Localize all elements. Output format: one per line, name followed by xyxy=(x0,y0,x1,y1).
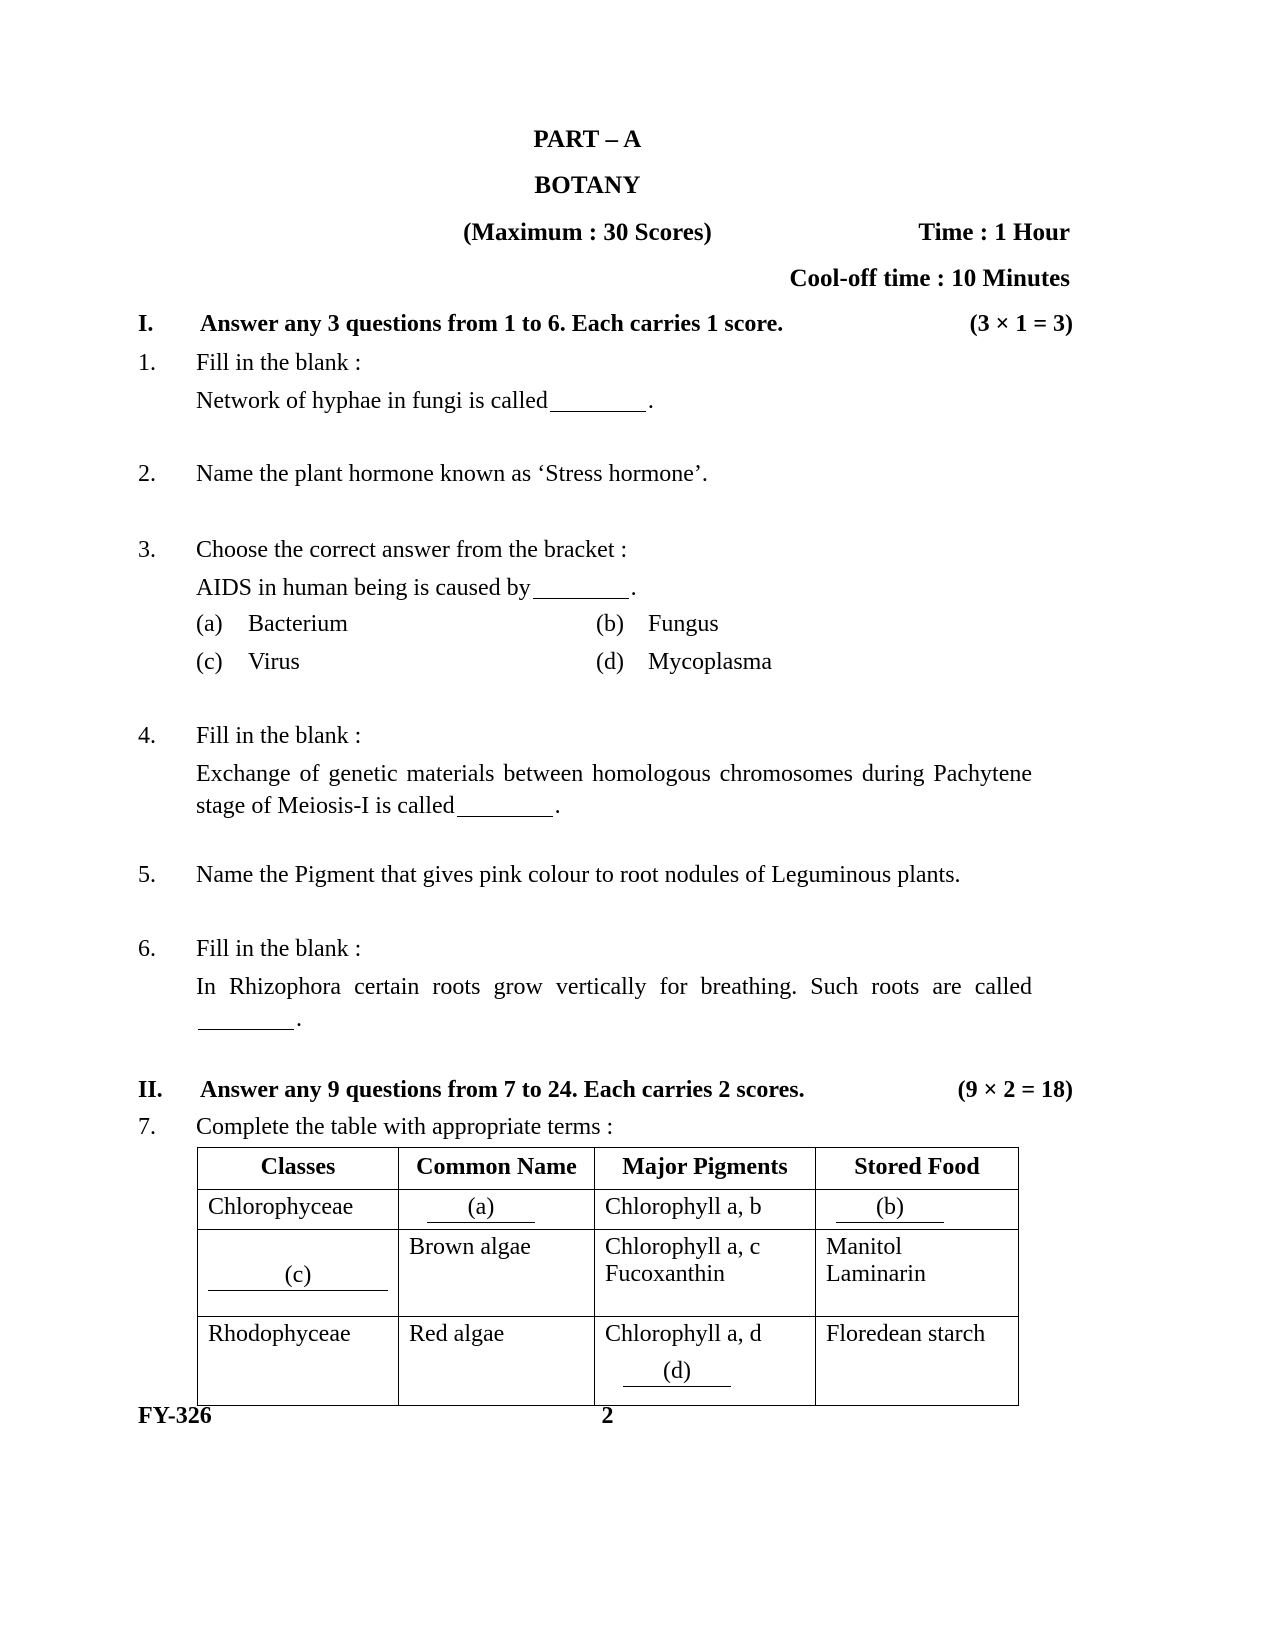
answer-blank[interactable]: (a) xyxy=(427,1194,535,1223)
question-3-statement xyxy=(196,576,1038,600)
cell-major-pigments: Chlorophyll a, b xyxy=(595,1190,816,1230)
cell-stored-food-line-2: Laminarin xyxy=(826,1261,926,1287)
question-2-text: Name the plant hormone known as ‘Stress hormone’. xyxy=(196,461,708,487)
question-4-line-2 xyxy=(196,794,1038,818)
question-3-text-before: AIDS in human being is caused by xyxy=(196,575,531,601)
answer-blank[interactable] xyxy=(457,816,553,817)
question-6-text-after: . xyxy=(296,1006,302,1032)
cell-classes: Rhodophyceae xyxy=(198,1317,399,1406)
table-header-row xyxy=(198,1148,1019,1190)
option-a-text: Bacterium xyxy=(248,611,348,637)
table-row xyxy=(198,1190,1019,1230)
question-1-text-before: Network of hyphae in fungi is called xyxy=(196,388,548,414)
cell-major-pigments-line-1: Chlorophyll a, d xyxy=(605,1321,762,1347)
answer-blank[interactable]: (b) xyxy=(836,1194,944,1223)
question-3-number: 3. xyxy=(138,537,156,563)
cell-major-pigments-line-2: Fucoxanthin xyxy=(605,1261,725,1287)
question-4-prompt: Fill in the blank : xyxy=(196,723,362,749)
option-b-text: Fungus xyxy=(648,611,719,637)
option-c-label: (c) xyxy=(196,649,223,675)
option-b-label: (b) xyxy=(596,611,624,637)
question-2 xyxy=(138,462,1038,486)
answer-blank[interactable] xyxy=(198,1029,294,1030)
cell-classes[interactable] xyxy=(198,1230,399,1317)
question-6-prompt: Fill in the blank : xyxy=(196,936,362,962)
option-b[interactable] xyxy=(596,612,719,636)
section-ii-roman: II. xyxy=(138,1077,163,1103)
time-allowed: Time : 1 Hour xyxy=(918,219,1070,246)
question-7-number: 7. xyxy=(138,1114,156,1140)
maximum-scores: (Maximum : 30 Scores) xyxy=(463,219,712,246)
paper-code: FY-326 xyxy=(138,1403,212,1429)
question-1-number: 1. xyxy=(138,350,156,376)
section-i-roman: I. xyxy=(138,311,154,337)
question-1 xyxy=(138,351,1038,413)
table-row xyxy=(198,1317,1019,1406)
cell-major-pigments xyxy=(595,1230,816,1317)
cell-stored-food-line-1: Manitol xyxy=(826,1234,902,1260)
question-6 xyxy=(138,937,1038,1031)
question-4-text-before: stage of Meiosis-I is called xyxy=(196,793,455,819)
question-5 xyxy=(138,863,1038,887)
cell-common-name: Red algae xyxy=(399,1317,595,1406)
question-7-prompt: Complete the table with appropriate terms : xyxy=(196,1114,614,1140)
question-3 xyxy=(138,538,1038,600)
column-header-stored-food: Stored Food xyxy=(816,1148,1019,1190)
answer-blank[interactable] xyxy=(533,598,629,599)
column-header-major-pigments: Major Pigments xyxy=(595,1148,816,1190)
option-c-text: Virus xyxy=(248,649,300,675)
cell-major-pigments-line-1: Chlorophyll a, c xyxy=(605,1234,761,1260)
question-5-number: 5. xyxy=(138,862,156,888)
question-3-text-after: . xyxy=(630,575,637,601)
column-header-common-name: Common Name xyxy=(399,1148,595,1190)
section-i-marks: (3 × 1 = 3) xyxy=(969,311,1073,337)
section-ii-instruction: Answer any 9 questions from 7 to 24. Each carries 2 scores. xyxy=(200,1077,805,1103)
cell-common-name[interactable] xyxy=(399,1190,595,1230)
option-c[interactable] xyxy=(196,650,596,674)
algae-classes-table-wrap xyxy=(197,1147,1019,1406)
question-3-options xyxy=(138,612,1038,674)
cool-off-time: Cool-off time : 10 Minutes xyxy=(789,265,1070,292)
question-2-number: 2. xyxy=(138,461,156,487)
answer-blank[interactable]: (c) xyxy=(208,1262,388,1291)
question-4-text-after: . xyxy=(554,793,561,819)
section-i-instruction: Answer any 3 questions from 1 to 6. Each carries 1 score. xyxy=(200,311,784,337)
question-4-number: 4. xyxy=(138,723,156,749)
cell-stored-food xyxy=(816,1230,1019,1317)
question-1-statement xyxy=(196,389,1038,413)
algae-classes-table xyxy=(197,1147,1019,1406)
column-header-classes: Classes xyxy=(198,1148,399,1190)
cell-common-name: Brown algae xyxy=(399,1230,595,1317)
question-4-line-1: Exchange of genetic materials between homologous chromosomes during Pachytene xyxy=(196,761,1032,787)
cell-stored-food: Floredean starch xyxy=(816,1317,1019,1406)
question-3-prompt: Choose the correct answer from the bracket : xyxy=(196,537,628,563)
option-row-1 xyxy=(196,612,1038,636)
section-i-heading xyxy=(138,311,1073,338)
part-title: PART – A xyxy=(533,126,642,153)
cell-classes: Chlorophyceae xyxy=(198,1190,399,1230)
option-d-text: Mycoplasma xyxy=(648,649,772,675)
subject-title: BOTANY xyxy=(534,172,641,199)
option-d[interactable] xyxy=(596,650,772,674)
question-1-prompt: Fill in the blank : xyxy=(196,350,362,376)
question-7 xyxy=(138,1115,1038,1139)
question-4 xyxy=(138,724,1038,818)
cell-major-pigments[interactable] xyxy=(595,1317,816,1406)
option-a[interactable] xyxy=(196,612,596,636)
option-d-label: (d) xyxy=(596,649,624,675)
table-row xyxy=(198,1230,1019,1317)
question-1-text-after: . xyxy=(647,388,654,414)
question-6-line-1: In Rhizophora certain roots grow vertically for breathing. Such roots are called xyxy=(196,974,1032,1000)
section-ii-heading xyxy=(138,1077,1073,1104)
answer-blank[interactable]: (d) xyxy=(623,1358,731,1387)
section-ii-marks: (9 × 2 = 18) xyxy=(957,1077,1073,1103)
option-row-2 xyxy=(196,650,1038,674)
question-5-text: Name the Pigment that gives pink colour to root nodules of Leguminous plants. xyxy=(196,862,961,888)
question-6-line-2 xyxy=(196,1007,1038,1031)
answer-blank[interactable] xyxy=(550,411,646,412)
option-a-label: (a) xyxy=(196,611,223,637)
cell-stored-food[interactable] xyxy=(816,1190,1019,1230)
page-number: 2 xyxy=(601,1403,614,1429)
question-6-number: 6. xyxy=(138,936,156,962)
